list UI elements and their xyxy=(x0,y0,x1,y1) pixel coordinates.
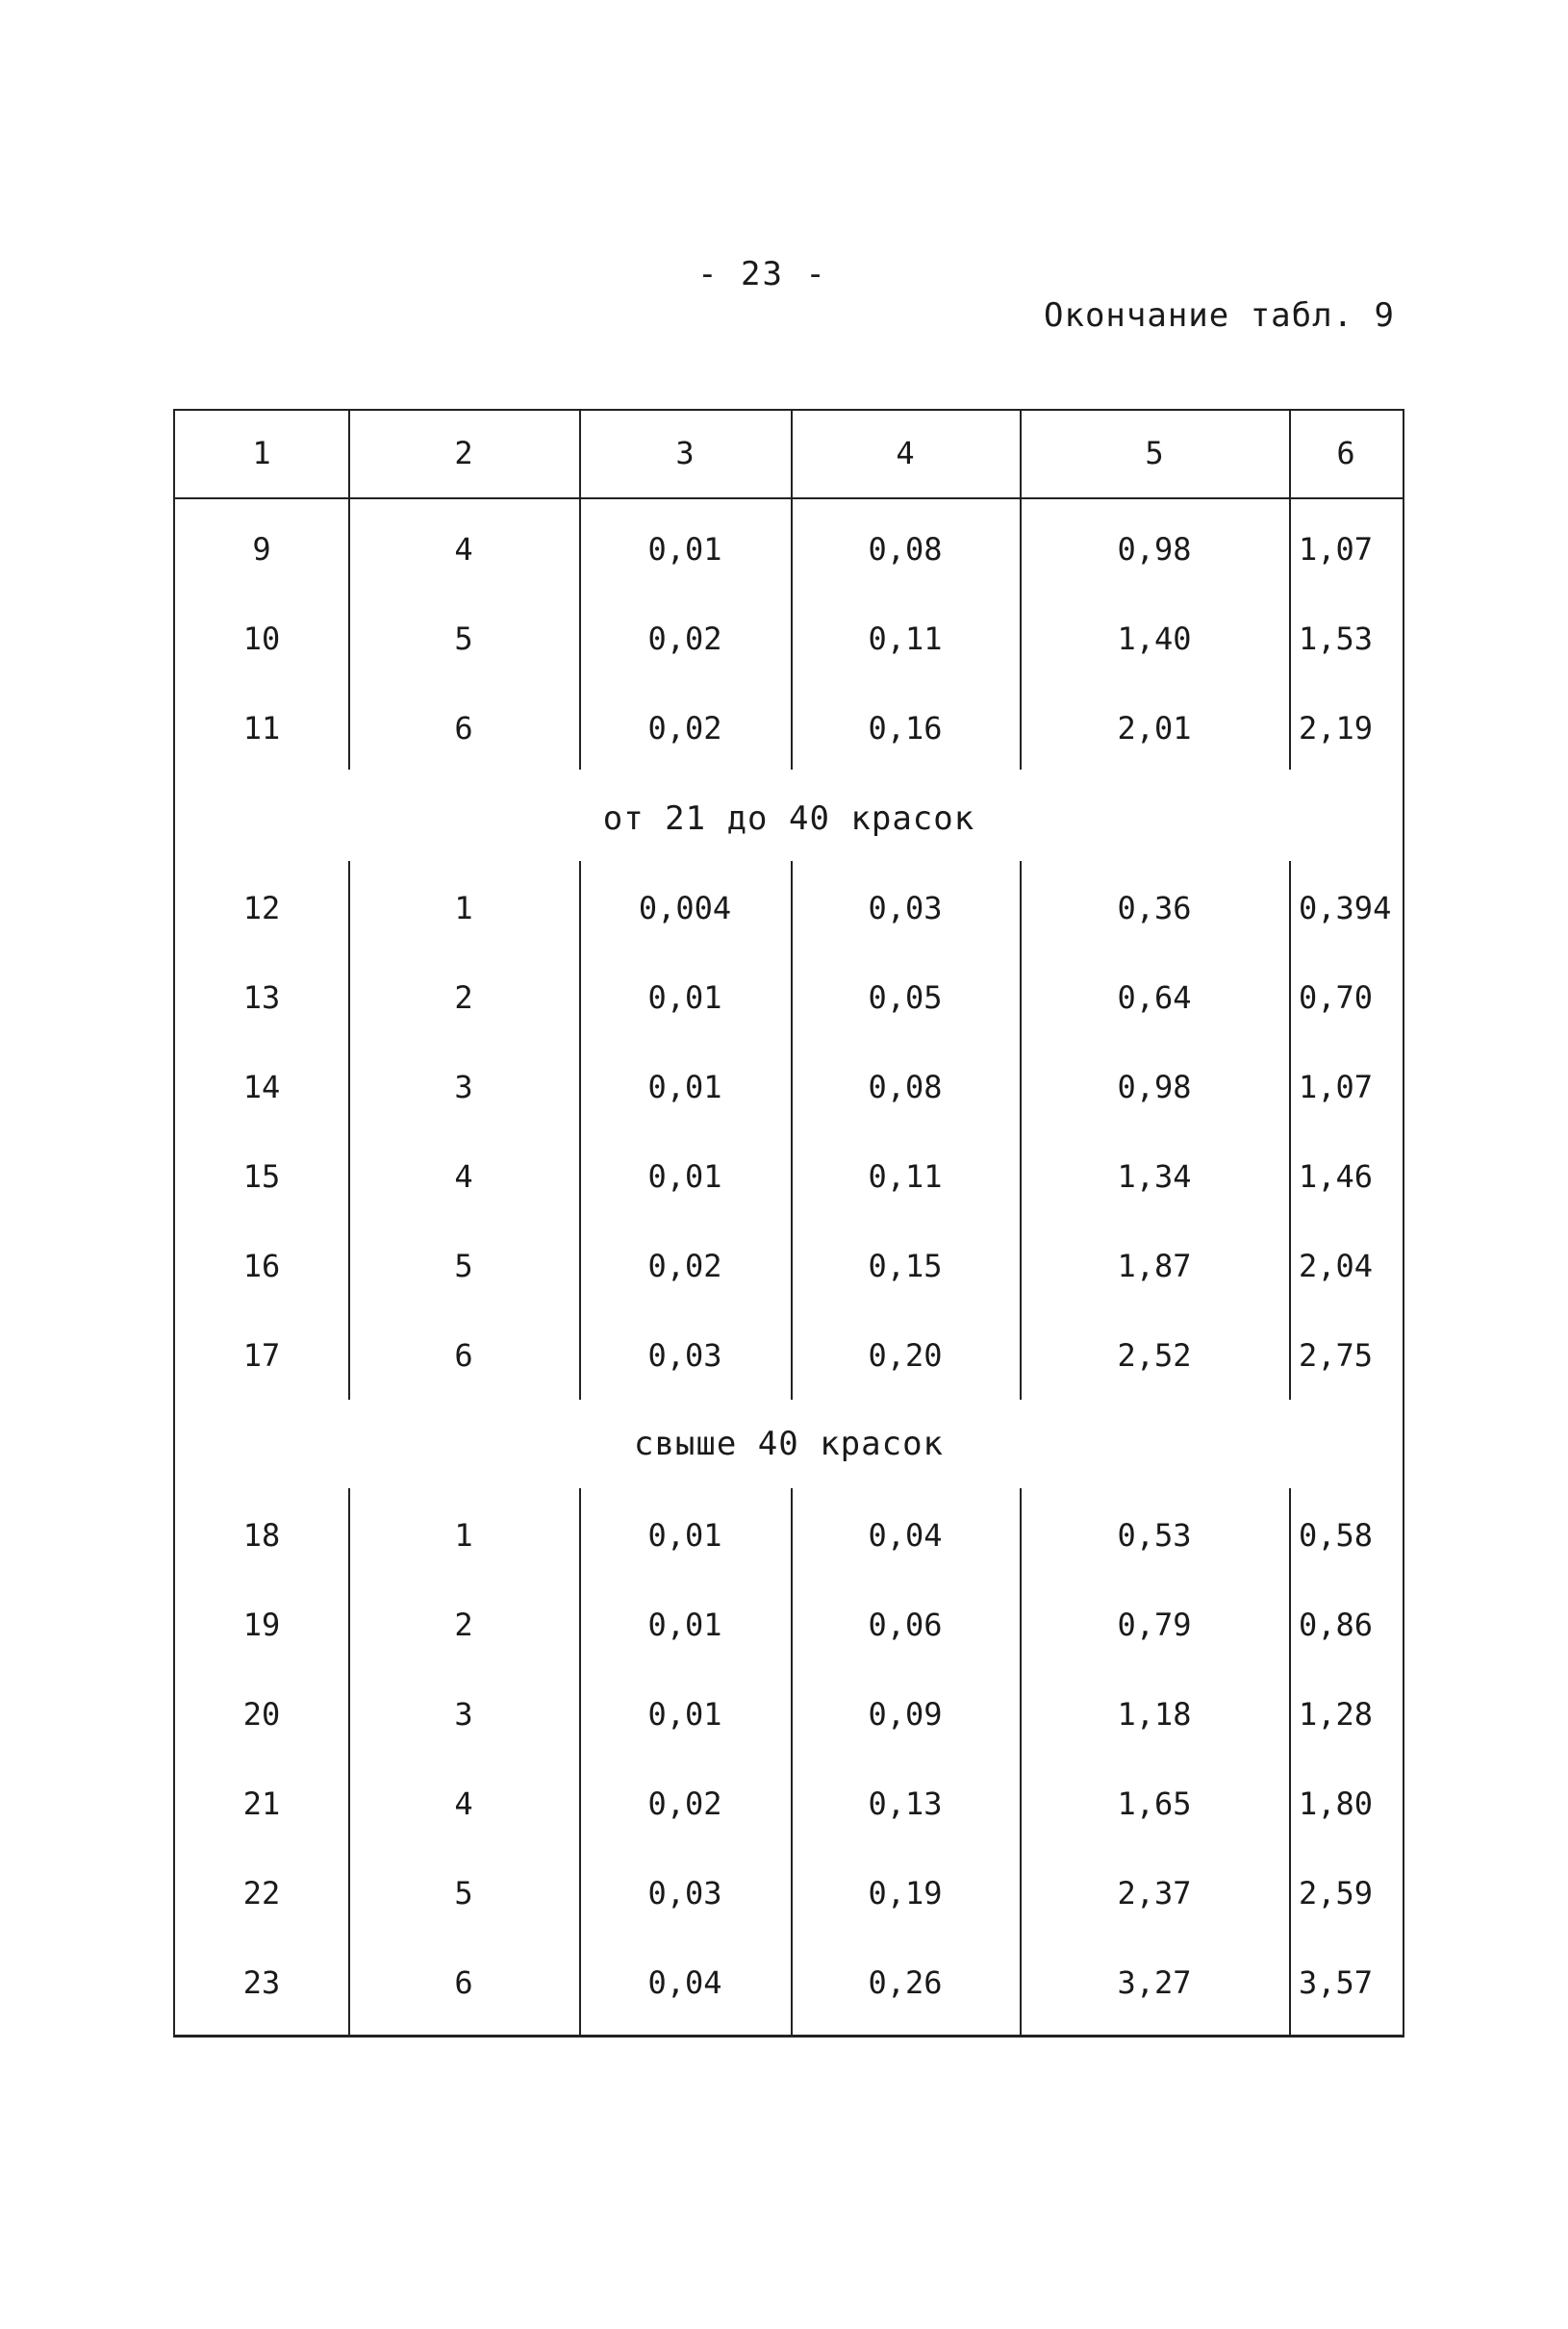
header-divider xyxy=(175,497,1403,499)
cell-col-1: 19 xyxy=(242,1607,281,1643)
cell-col-1: 20 xyxy=(242,1696,281,1733)
header-col-6: 6 xyxy=(1336,435,1355,471)
cell-col-4: 0,08 xyxy=(868,531,943,568)
table-row xyxy=(175,1491,1403,1581)
cell-col-2: 4 xyxy=(454,531,473,568)
cell-col-1: 21 xyxy=(242,1785,281,1822)
cell-col-6: 3,57 xyxy=(1299,1964,1374,2001)
cell-col-4: 0,08 xyxy=(868,1069,943,1105)
cell-col-2: 4 xyxy=(454,1785,473,1822)
cell-col-5: 1,87 xyxy=(1117,1248,1192,1284)
cell-col-2: 3 xyxy=(454,1696,473,1733)
table-row xyxy=(175,1670,1403,1759)
cell-col-6: 2,04 xyxy=(1299,1248,1374,1284)
cell-col-3: 0,04 xyxy=(647,1964,722,2001)
cell-col-6: 2,59 xyxy=(1299,1875,1374,1911)
page-number: - 23 - xyxy=(697,255,827,293)
table-row xyxy=(175,595,1403,684)
table-row xyxy=(175,1311,1403,1401)
cell-col-6: 1,07 xyxy=(1299,1069,1374,1105)
header-col-1: 1 xyxy=(252,435,271,471)
table-row xyxy=(175,1132,1403,1222)
cell-col-6: 1,46 xyxy=(1299,1158,1374,1195)
cell-col-2: 5 xyxy=(454,620,473,657)
table-top-border xyxy=(175,409,1403,411)
cell-col-4: 0,09 xyxy=(868,1696,943,1733)
cell-col-3: 0,01 xyxy=(647,1158,722,1195)
table-row xyxy=(175,864,1403,953)
cell-col-5: 2,52 xyxy=(1117,1337,1192,1374)
cell-col-6: 1,53 xyxy=(1299,620,1374,657)
cell-col-2: 6 xyxy=(454,710,473,747)
cell-col-2: 6 xyxy=(454,1337,473,1374)
cell-col-6: 1,80 xyxy=(1299,1785,1374,1822)
cell-col-5: 0,53 xyxy=(1117,1517,1192,1554)
cell-col-1: 9 xyxy=(252,531,271,568)
table-row xyxy=(175,505,1403,595)
cell-col-4: 0,04 xyxy=(868,1517,943,1554)
cell-col-2: 2 xyxy=(454,979,473,1016)
cell-col-3: 0,03 xyxy=(647,1337,722,1374)
cell-col-3: 0,02 xyxy=(647,620,722,657)
cell-col-1: 13 xyxy=(242,979,281,1016)
cell-col-1: 14 xyxy=(242,1069,281,1105)
cell-col-1: 12 xyxy=(242,890,281,926)
cell-col-6: 0,70 xyxy=(1299,979,1374,1016)
cell-col-2: 1 xyxy=(454,890,473,926)
cell-col-1: 10 xyxy=(242,620,281,657)
cell-col-4: 0,11 xyxy=(868,620,943,657)
cell-col-3: 0,01 xyxy=(647,979,722,1016)
cell-col-2: 1 xyxy=(454,1517,473,1554)
table-row xyxy=(175,1222,1403,1311)
cell-col-6: 1,07 xyxy=(1299,531,1374,568)
cell-col-4: 0,03 xyxy=(868,890,943,926)
cell-col-3: 0,01 xyxy=(647,1607,722,1643)
data-table xyxy=(173,409,1404,2038)
cell-col-5: 2,01 xyxy=(1117,710,1192,747)
cell-col-3: 0,01 xyxy=(647,1069,722,1105)
cell-col-1: 23 xyxy=(242,1964,281,2001)
cell-col-6: 2,75 xyxy=(1299,1337,1374,1374)
cell-col-1: 16 xyxy=(242,1248,281,1284)
table-row xyxy=(175,684,1403,773)
cell-col-3: 0,02 xyxy=(647,710,722,747)
cell-col-3: 0,004 xyxy=(638,890,732,926)
cell-col-5: 2,37 xyxy=(1117,1875,1192,1911)
cell-col-4: 0,15 xyxy=(868,1248,943,1284)
header-col-5: 5 xyxy=(1145,435,1164,471)
cell-col-6: 0,86 xyxy=(1299,1607,1374,1643)
table-row xyxy=(175,1849,1403,1938)
cell-col-5: 1,65 xyxy=(1117,1785,1192,1822)
cell-col-1: 18 xyxy=(242,1517,281,1554)
cell-col-3: 0,01 xyxy=(647,531,722,568)
section-heading: от 21 до 40 красок xyxy=(602,799,975,838)
cell-col-5: 1,40 xyxy=(1117,620,1192,657)
cell-col-2: 6 xyxy=(454,1964,473,2001)
cell-col-6: 0,58 xyxy=(1299,1517,1374,1554)
cell-col-3: 0,01 xyxy=(647,1517,722,1554)
cell-col-4: 0,26 xyxy=(868,1964,943,2001)
cell-col-1: 17 xyxy=(242,1337,281,1374)
cell-col-2: 5 xyxy=(454,1248,473,1284)
table-row xyxy=(175,953,1403,1043)
header-col-4: 4 xyxy=(896,435,915,471)
cell-col-5: 0,64 xyxy=(1117,979,1192,1016)
table-row xyxy=(175,1043,1403,1132)
cell-col-5: 3,27 xyxy=(1117,1964,1192,2001)
cell-col-3: 0,01 xyxy=(647,1696,722,1733)
header-col-3: 3 xyxy=(675,435,695,471)
cell-col-4: 0,19 xyxy=(868,1875,943,1911)
cell-col-1: 11 xyxy=(242,710,281,747)
cell-col-1: 22 xyxy=(242,1875,281,1911)
cell-col-4: 0,06 xyxy=(868,1607,943,1643)
table-row xyxy=(175,1759,1403,1849)
cell-col-6: 1,28 xyxy=(1299,1696,1374,1733)
cell-col-2: 3 xyxy=(454,1069,473,1105)
table-row xyxy=(175,1581,1403,1670)
cell-col-5: 0,98 xyxy=(1117,531,1192,568)
header-col-2: 2 xyxy=(454,435,473,471)
cell-col-5: 0,98 xyxy=(1117,1069,1192,1105)
cell-col-5: 0,36 xyxy=(1117,890,1192,926)
cell-col-6: 0,394 xyxy=(1299,890,1392,926)
cell-col-2: 2 xyxy=(454,1607,473,1643)
cell-col-3: 0,02 xyxy=(647,1785,722,1822)
cell-col-4: 0,05 xyxy=(868,979,943,1016)
cell-col-1: 15 xyxy=(242,1158,281,1195)
cell-col-3: 0,03 xyxy=(647,1875,722,1911)
cell-col-2: 5 xyxy=(454,1875,473,1911)
cell-col-4: 0,16 xyxy=(868,710,943,747)
cell-col-5: 1,34 xyxy=(1117,1158,1192,1195)
cell-col-2: 4 xyxy=(454,1158,473,1195)
section-heading: свыше 40 красок xyxy=(633,1425,945,1463)
table-caption: Окончание табл. 9 xyxy=(1044,296,1395,335)
cell-col-6: 2,19 xyxy=(1299,710,1374,747)
cell-col-4: 0,13 xyxy=(868,1785,943,1822)
cell-col-4: 0,11 xyxy=(868,1158,943,1195)
cell-col-4: 0,20 xyxy=(868,1337,943,1374)
cell-col-5: 0,79 xyxy=(1117,1607,1192,1643)
table-row xyxy=(175,1938,1403,2028)
cell-col-5: 1,18 xyxy=(1117,1696,1192,1733)
cell-col-3: 0,02 xyxy=(647,1248,722,1284)
